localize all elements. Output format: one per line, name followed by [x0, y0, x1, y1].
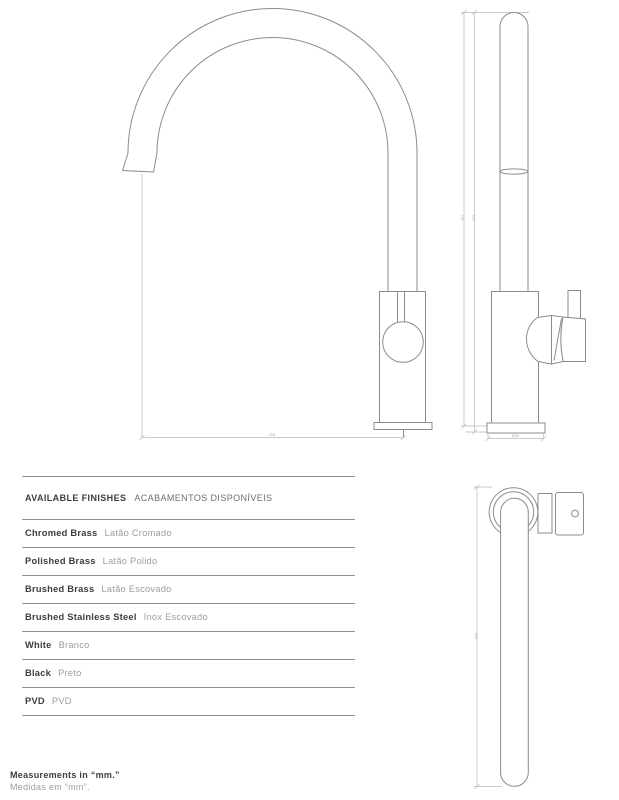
measurements-note [10, 769, 120, 793]
front-reach-dimension [140, 174, 407, 440]
finish-name-en: White [25, 640, 52, 651]
finish-name-pt: Latão Polido [102, 556, 158, 567]
side-base-dimension [486, 434, 547, 441]
side-spout-column [500, 13, 528, 292]
finish-row-polished-brass [22, 548, 355, 576]
side-handle-knob [568, 291, 581, 322]
finish-row-brushed-brass [22, 576, 355, 604]
finish-row-chromed-brass [22, 520, 355, 548]
finish-name-pt: Inox Escovado [143, 612, 208, 623]
finish-row-black [22, 660, 355, 688]
side-spout-joint [500, 169, 527, 174]
front-reach-dim-label: 208 [268, 432, 276, 437]
measurements-note-pt: Medidas em “mm”. [10, 782, 90, 792]
side-spout-height-dim-label: 302 [471, 214, 476, 222]
side-body-and-handle [487, 291, 586, 434]
top-handle-connector [538, 494, 552, 534]
available-finishes-table [22, 476, 355, 716]
finish-row-white [22, 632, 355, 660]
top-depth-dim-label: 330 [474, 632, 479, 640]
finishes-table-header [22, 477, 355, 520]
side-total-height-dim-label: 357 [461, 214, 466, 222]
finish-name-en: Polished Brass [25, 556, 96, 567]
finish-name-pt: Latão Escovado [101, 584, 172, 595]
front-handle-knob [383, 322, 424, 363]
finishes-header-pt: ACABAMENTOS DISPONÍVEIS [134, 492, 273, 503]
finish-name-en: Brushed Stainless Steel [25, 612, 137, 623]
faucet-top-view-drawing [445, 470, 619, 800]
top-view-shapes [489, 488, 583, 787]
faucet-side-view-drawing [445, 0, 619, 455]
finish-name-pt: PVD [51, 696, 72, 707]
finish-name-en: Brushed Brass [25, 584, 95, 595]
finish-name-pt: Branco [58, 640, 90, 651]
side-handle-lever [561, 317, 586, 362]
finish-name-en: Chromed Brass [25, 528, 98, 539]
top-handle-knob-hole [572, 510, 579, 517]
top-handle-lever [556, 493, 584, 536]
finish-name-en: PVD [25, 696, 45, 707]
finish-name-en: Black [25, 668, 52, 679]
front-spout-arch [123, 9, 418, 292]
side-base-dim-label: Ø50 [511, 434, 520, 438]
top-spout-capsule [501, 498, 529, 786]
finish-row-pvd [22, 688, 355, 716]
front-body [374, 292, 432, 438]
measurements-note-en: Measurements in “mm.” [10, 770, 120, 780]
finishes-header-en: AVAILABLE FINISHES [25, 492, 127, 503]
front-base-flange [374, 423, 432, 430]
side-base-flange [487, 423, 545, 433]
finish-row-brushed-stainless-steel [22, 604, 355, 632]
faucet-front-view-drawing [100, 0, 445, 450]
finish-name-pt: Preto [58, 668, 82, 679]
finish-name-pt: Latão Cromado [104, 528, 172, 539]
